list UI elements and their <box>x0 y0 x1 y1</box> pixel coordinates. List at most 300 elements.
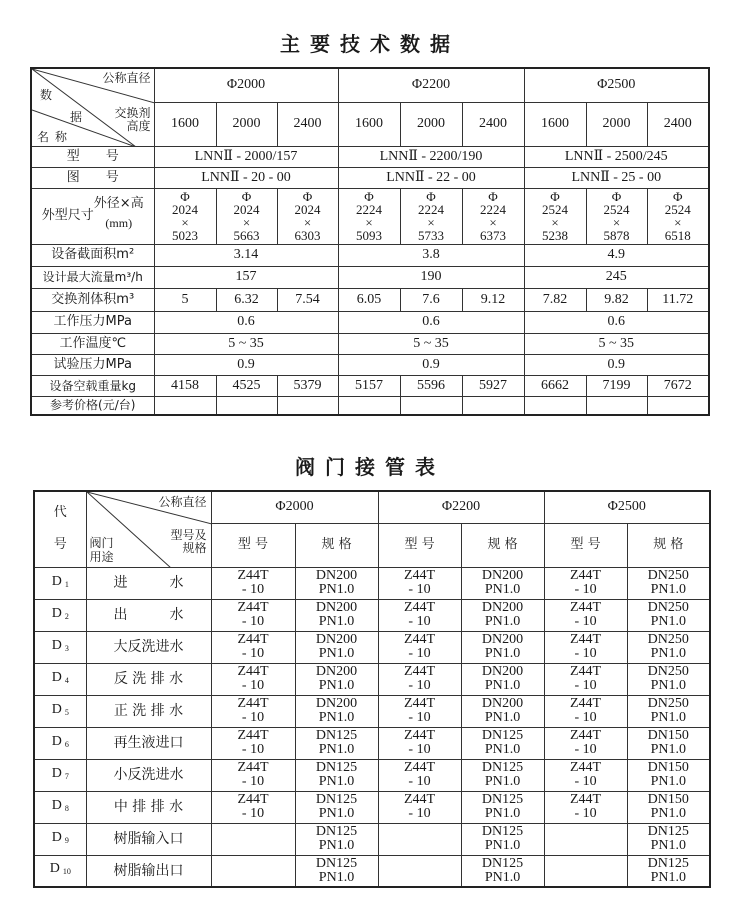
valve-spec-cell <box>295 759 378 791</box>
code-index: 6 <box>64 739 69 749</box>
dimensions-sublabel: 外径×高 <box>93 195 144 211</box>
corner-model-spec-1: 型号及 <box>170 528 207 542</box>
valve-spec-cell <box>461 759 544 791</box>
bottom-rule <box>33 886 709 888</box>
height-cell: 2400 <box>277 102 338 146</box>
table-row <box>34 727 710 759</box>
valve-use: 进 水 <box>86 567 211 599</box>
volume-cell: 9.82 <box>586 288 647 311</box>
height-cell: 1600 <box>338 102 400 146</box>
valve-pressure-class: - 10 <box>408 774 431 789</box>
height-cell: 2400 <box>462 102 524 146</box>
drawing-cell: LNNⅡ - 25 - 00 <box>524 167 709 188</box>
valve-model: Z44T <box>569 664 602 679</box>
valve-model-cell <box>378 567 461 599</box>
valve-spec-cell <box>295 631 378 663</box>
valve-dn: DN125 <box>315 792 358 807</box>
table2-title: 阀门接管表 <box>295 455 445 479</box>
valve-pn: PN1.0 <box>650 678 686 693</box>
flow-cell: 245 <box>524 266 709 288</box>
code-index: 7 <box>64 771 69 781</box>
height-cell: 2000 <box>586 102 647 146</box>
weight-cell: 7672 <box>647 375 709 396</box>
valve-model: Z44T <box>237 664 269 679</box>
height-value: 5023 <box>172 228 198 243</box>
valve-spec-cell <box>295 727 378 759</box>
flow-cell: 157 <box>154 266 338 288</box>
code-header-1: 代 <box>53 505 67 521</box>
valve-pressure-class: - 10 <box>408 614 431 629</box>
area-cell: 3.14 <box>154 244 338 266</box>
valve-model-cell <box>544 855 627 887</box>
valve-model: Z44T <box>569 632 602 647</box>
code-header <box>34 491 86 567</box>
valve-model: Z44T <box>569 760 602 775</box>
outer-diameter: 2224 <box>356 202 382 217</box>
valve-use: 大反洗进水 <box>86 631 211 663</box>
valve-use: 再生液进口 <box>86 727 211 759</box>
code-letter: D <box>51 797 62 813</box>
valve-pn: PN1.0 <box>318 614 355 629</box>
valve-pressure-class: - 10 <box>241 582 265 597</box>
valve-model: Z44T <box>569 600 602 615</box>
valve-pn: PN1.0 <box>484 774 521 789</box>
technical-data-table <box>30 67 710 416</box>
table-row <box>34 631 710 663</box>
times-symbol: × <box>674 215 682 230</box>
valve-model-cell <box>378 759 461 791</box>
valve-pn: PN1.0 <box>318 869 355 885</box>
valve-model-cell <box>544 599 627 631</box>
diameter-header: Φ2200 <box>378 491 544 523</box>
outer-diameter: 2224 <box>418 202 444 217</box>
valve-model-cell <box>544 823 627 855</box>
valve-spec-cell <box>627 695 710 727</box>
height-cell: 1600 <box>154 102 216 146</box>
valve-pressure-class: - 10 <box>574 710 597 725</box>
code-letter: D <box>51 701 62 717</box>
valve-spec-cell <box>295 663 378 695</box>
times-symbol: × <box>612 215 621 230</box>
row-label-test-pressure: 试验压力MPa <box>31 354 154 375</box>
valve-connection-table <box>33 490 711 888</box>
valve-model-cell <box>378 855 461 887</box>
valve-pn: PN1.0 <box>650 838 686 853</box>
valve-pressure-class: - 10 <box>241 646 265 661</box>
valve-pressure-class: - 10 <box>408 678 431 693</box>
price-cell <box>216 396 277 415</box>
corner-valve-use-2: 用途 <box>89 550 114 564</box>
valve-dn: DN200 <box>481 664 524 679</box>
valve-dn: DN150 <box>647 792 689 807</box>
valve-code <box>34 823 86 855</box>
volume-cell: 6.32 <box>216 288 277 311</box>
valve-dn: DN200 <box>481 632 524 647</box>
weight-cell: 5596 <box>400 375 462 396</box>
height-value: 5663 <box>233 228 260 243</box>
dimensions-label: 外型尺寸 <box>41 208 94 223</box>
code-index: 2 <box>64 611 69 621</box>
corner-nominal-diameter: 公称直径 <box>158 495 207 509</box>
valve-dn: DN200 <box>315 568 358 583</box>
phi-symbol: Φ <box>426 189 436 204</box>
valve-spec-cell <box>627 567 710 599</box>
height-cell: 2400 <box>647 102 709 146</box>
weight-cell: 5379 <box>277 375 338 396</box>
valve-model: Z44T <box>237 568 269 583</box>
valve-model: Z44T <box>569 568 602 583</box>
valve-dn: DN125 <box>315 760 358 775</box>
valve-pressure-class: - 10 <box>574 806 597 821</box>
area-cell: 3.8 <box>338 244 524 266</box>
volume-cell: 7.6 <box>400 288 462 311</box>
valve-use: 树脂输入口 <box>86 823 211 855</box>
code-index: 5 <box>64 707 69 717</box>
volume-cell: 7.82 <box>524 288 586 311</box>
table-row <box>34 791 710 823</box>
valve-pressure-class: - 10 <box>574 614 597 629</box>
code-index: 9 <box>64 835 69 845</box>
valve-pn: PN1.0 <box>318 838 355 853</box>
valve-model-cell <box>211 791 295 823</box>
valve-pressure-class: - 10 <box>574 742 597 757</box>
corner-data-2: 据 <box>70 110 83 124</box>
price-cell <box>154 396 216 415</box>
valve-pn: PN1.0 <box>484 646 521 661</box>
model-cell: LNNⅡ - 2000/157 <box>154 146 338 167</box>
valve-pressure-class: - 10 <box>241 806 265 821</box>
valve-pn: PN1.0 <box>650 742 686 757</box>
valve-pressure-class: - 10 <box>408 646 431 661</box>
table-row <box>34 663 710 695</box>
height-value: 6518 <box>664 228 691 243</box>
valve-code <box>34 631 86 663</box>
valve-code <box>34 727 86 759</box>
valve-model: Z44T <box>237 760 269 775</box>
height-value: 5093 <box>356 228 382 243</box>
valve-pn: PN1.0 <box>484 806 521 821</box>
table-row <box>34 759 710 791</box>
valve-spec-cell <box>461 823 544 855</box>
valve-pn: PN1.0 <box>484 614 521 629</box>
valve-spec-cell <box>461 567 544 599</box>
valve-dn: DN125 <box>481 728 524 743</box>
valve-use: 中 排 排 水 <box>86 791 211 823</box>
code-letter: D <box>51 637 62 653</box>
corner-header <box>86 491 211 567</box>
valve-dn: DN125 <box>315 824 358 839</box>
volume-cell: 7.54 <box>277 288 338 311</box>
valve-spec-cell <box>627 791 710 823</box>
drawing-cell: LNNⅡ - 22 - 00 <box>338 167 524 188</box>
outer-diameter: 2024 <box>233 202 260 217</box>
valve-spec-cell <box>627 823 710 855</box>
times-symbol: × <box>489 215 497 230</box>
valve-pressure-class: - 10 <box>241 614 265 629</box>
valve-code <box>34 567 86 599</box>
price-cell <box>647 396 709 415</box>
phi-symbol: Φ <box>550 189 560 204</box>
valve-model-cell <box>211 599 295 631</box>
drawing-cell: LNNⅡ - 20 - 00 <box>154 167 338 188</box>
code-letter: D <box>51 669 62 685</box>
code-header-2: 号 <box>53 537 67 553</box>
valve-pressure-class: - 10 <box>574 646 597 661</box>
diameter-header: Φ2500 <box>524 68 709 102</box>
times-symbol: × <box>427 215 435 230</box>
corner-header <box>31 68 154 146</box>
price-cell <box>277 396 338 415</box>
valve-dn: DN200 <box>481 568 524 583</box>
valve-model-cell <box>211 855 295 887</box>
valve-model: Z44T <box>403 600 436 615</box>
valve-dn: DN250 <box>647 664 689 679</box>
code-index: 4 <box>64 675 69 685</box>
volume-cell: 11.72 <box>647 288 709 311</box>
valve-dn: DN125 <box>481 760 524 775</box>
valve-model-cell <box>544 567 627 599</box>
valve-use: 出 水 <box>86 599 211 631</box>
dimension-cell <box>524 188 586 244</box>
valve-model: Z44T <box>237 632 269 647</box>
times-symbol: × <box>303 215 312 230</box>
dimension-cell <box>647 188 709 244</box>
dimension-cell <box>338 188 400 244</box>
valve-spec-cell <box>295 823 378 855</box>
valve-pressure-class: - 10 <box>408 582 431 597</box>
height-value: 5238 <box>542 228 568 243</box>
valve-dn: DN200 <box>481 600 524 615</box>
valve-code <box>34 695 86 727</box>
valve-dn: DN250 <box>647 568 689 583</box>
row-label-model: 型 号 <box>31 146 154 167</box>
row-label-area: 设备截面积m² <box>31 244 154 266</box>
valve-model-cell <box>378 791 461 823</box>
code-letter: D <box>51 765 62 781</box>
code-letter: D <box>51 829 62 845</box>
weight-cell: 5927 <box>462 375 524 396</box>
dimension-cell <box>277 188 338 244</box>
valve-model-cell <box>544 695 627 727</box>
phi-symbol: Φ <box>241 189 252 204</box>
diameter-header: Φ2500 <box>544 491 710 523</box>
valve-model-cell <box>211 567 295 599</box>
dimensions-unit: (mm) <box>105 215 133 230</box>
valve-model: Z44T <box>237 696 269 711</box>
row-label-price: 参考价格(元/台) <box>31 396 154 415</box>
valve-code <box>34 599 86 631</box>
volume-cell: 5 <box>154 288 216 311</box>
valve-model: Z44T <box>403 696 436 711</box>
valve-spec-cell <box>461 791 544 823</box>
valve-use: 小反洗进水 <box>86 759 211 791</box>
valve-model-cell <box>378 823 461 855</box>
valve-pn: PN1.0 <box>318 806 355 821</box>
valve-pressure-class: - 10 <box>574 774 597 789</box>
work-pressure-cell: 0.6 <box>154 311 338 333</box>
valve-model: Z44T <box>569 728 602 743</box>
valve-pn: PN1.0 <box>650 774 686 789</box>
valve-model: Z44T <box>237 728 269 743</box>
table1-title: 主要技术数据 <box>280 32 460 56</box>
phi-symbol: Φ <box>180 189 190 204</box>
work-pressure-cell: 0.6 <box>524 311 709 333</box>
valve-model-cell <box>211 695 295 727</box>
corner-model-spec-2: 规格 <box>182 541 207 555</box>
diameter-header: Φ2000 <box>211 491 378 523</box>
valve-pressure-class: - 10 <box>241 710 265 725</box>
area-cell: 4.9 <box>524 244 709 266</box>
valve-model: Z44T <box>403 760 436 775</box>
valve-spec-cell <box>627 855 710 887</box>
valve-model: Z44T <box>403 664 436 679</box>
work-pressure-cell: 0.6 <box>338 311 524 333</box>
valve-spec-cell <box>627 727 710 759</box>
valve-model: Z44T <box>237 792 269 807</box>
valve-dn: DN200 <box>481 696 524 711</box>
height-cell: 2000 <box>216 102 277 146</box>
valve-dn: DN250 <box>647 696 689 711</box>
table-row <box>34 599 710 631</box>
valve-dn: DN125 <box>647 824 689 839</box>
times-symbol: × <box>551 215 559 230</box>
valve-pn: PN1.0 <box>318 582 355 597</box>
height-value: 5878 <box>603 228 630 243</box>
outer-diameter: 2524 <box>542 202 568 217</box>
valve-use: 反 洗 排 水 <box>86 663 211 695</box>
valve-dn: DN250 <box>647 600 689 615</box>
valve-pn: PN1.0 <box>318 774 355 789</box>
valve-pn: PN1.0 <box>484 838 521 853</box>
price-cell <box>586 396 647 415</box>
valve-pressure-class: - 10 <box>408 742 431 757</box>
valve-dn: DN125 <box>481 824 524 839</box>
phi-symbol: Φ <box>302 189 313 204</box>
outer-diameter: 2024 <box>294 202 321 217</box>
row-label-weight: 设备空载重量kg <box>31 375 154 396</box>
sub-header-model: 型 号 <box>544 523 627 567</box>
valve-model-cell <box>544 663 627 695</box>
corner-data-1: 数 <box>40 88 53 102</box>
weight-cell: 5157 <box>338 375 400 396</box>
height-value: 6303 <box>294 228 321 243</box>
corner-nominal-diameter: 公称直径 <box>102 71 151 85</box>
valve-model: Z44T <box>403 728 436 743</box>
work-temp-cell: 5 ~ 35 <box>154 333 338 354</box>
table-row <box>34 855 710 887</box>
valve-model-cell <box>211 631 295 663</box>
diameter-header: Φ2200 <box>338 68 524 102</box>
dimension-cell <box>400 188 462 244</box>
test-pressure-cell: 0.9 <box>154 354 338 375</box>
valve-pn: PN1.0 <box>650 646 686 661</box>
price-cell <box>400 396 462 415</box>
valve-dn: DN125 <box>315 728 358 743</box>
weight-cell: 7199 <box>586 375 647 396</box>
model-cell: LNNⅡ - 2500/245 <box>524 146 709 167</box>
row-label-work-temp: 工作温度℃ <box>31 333 154 354</box>
valve-pn: PN1.0 <box>318 710 355 725</box>
valve-model-cell <box>544 631 627 663</box>
corner-valve-use-1: 阀门 <box>89 536 114 550</box>
row-label-drawing: 图 号 <box>31 167 154 188</box>
valve-model-cell <box>544 727 627 759</box>
valve-model: Z44T <box>403 632 436 647</box>
valve-model: Z44T <box>403 792 436 807</box>
valve-code <box>34 791 86 823</box>
valve-model: Z44T <box>403 568 436 583</box>
valve-spec-cell <box>627 759 710 791</box>
valve-pn: PN1.0 <box>650 710 686 725</box>
table-row <box>34 823 710 855</box>
dimension-cell <box>462 188 524 244</box>
valve-spec-cell <box>627 631 710 663</box>
valve-pn: PN1.0 <box>650 869 686 885</box>
height-cell: 2000 <box>400 102 462 146</box>
valve-spec-cell <box>295 855 378 887</box>
height-value: 5733 <box>418 228 444 243</box>
phi-symbol: Φ <box>611 189 622 204</box>
test-pressure-cell: 0.9 <box>338 354 524 375</box>
sub-header-model: 型 号 <box>378 523 461 567</box>
work-temp-cell: 5 ~ 35 <box>524 333 709 354</box>
valve-pn: PN1.0 <box>318 678 355 693</box>
price-cell <box>462 396 524 415</box>
valve-dn: DN200 <box>315 664 358 679</box>
valve-pressure-class: - 10 <box>574 582 597 597</box>
valve-use: 树脂输出口 <box>86 855 211 887</box>
valve-dn: DN125 <box>481 792 524 807</box>
row-label-work-pressure: 工作压力MPa <box>31 311 154 333</box>
row-label-flow: 设计最大流量m³/h <box>31 266 154 288</box>
outer-diameter: 2024 <box>172 202 198 217</box>
valve-dn: DN150 <box>647 728 689 743</box>
valve-model-cell <box>378 599 461 631</box>
valve-pn: PN1.0 <box>318 646 355 661</box>
valve-dn: DN125 <box>315 855 358 871</box>
valve-model-cell <box>378 631 461 663</box>
work-temp-cell: 5 ~ 35 <box>338 333 524 354</box>
row-label-volume: 交换剂体积m³ <box>31 288 154 311</box>
valve-pressure-class: - 10 <box>574 678 597 693</box>
valve-pn: PN1.0 <box>484 869 521 885</box>
phi-symbol: Φ <box>673 189 683 204</box>
outer-diameter: 2524 <box>664 202 691 217</box>
valve-model-cell <box>544 759 627 791</box>
price-cell <box>338 396 400 415</box>
dimension-cell <box>586 188 647 244</box>
valve-pn: PN1.0 <box>650 582 686 597</box>
valve-pressure-class: - 10 <box>241 774 265 789</box>
price-cell <box>524 396 586 415</box>
code-index: 3 <box>64 643 69 653</box>
valve-model-cell <box>378 727 461 759</box>
valve-dn: DN125 <box>481 855 524 871</box>
valve-model-cell <box>211 663 295 695</box>
valve-code <box>34 855 86 887</box>
times-symbol: × <box>365 215 373 230</box>
valve-use: 正 洗 排 水 <box>86 695 211 727</box>
phi-symbol: Φ <box>364 189 374 204</box>
corner-exchange-2: 高度 <box>126 119 151 133</box>
valve-spec-cell <box>461 695 544 727</box>
code-letter: D <box>51 733 62 749</box>
row-label-dimensions <box>31 188 154 244</box>
valve-dn: DN250 <box>647 632 689 647</box>
height-value: 6373 <box>480 228 506 243</box>
valve-model-cell <box>378 695 461 727</box>
valve-model-cell <box>544 791 627 823</box>
